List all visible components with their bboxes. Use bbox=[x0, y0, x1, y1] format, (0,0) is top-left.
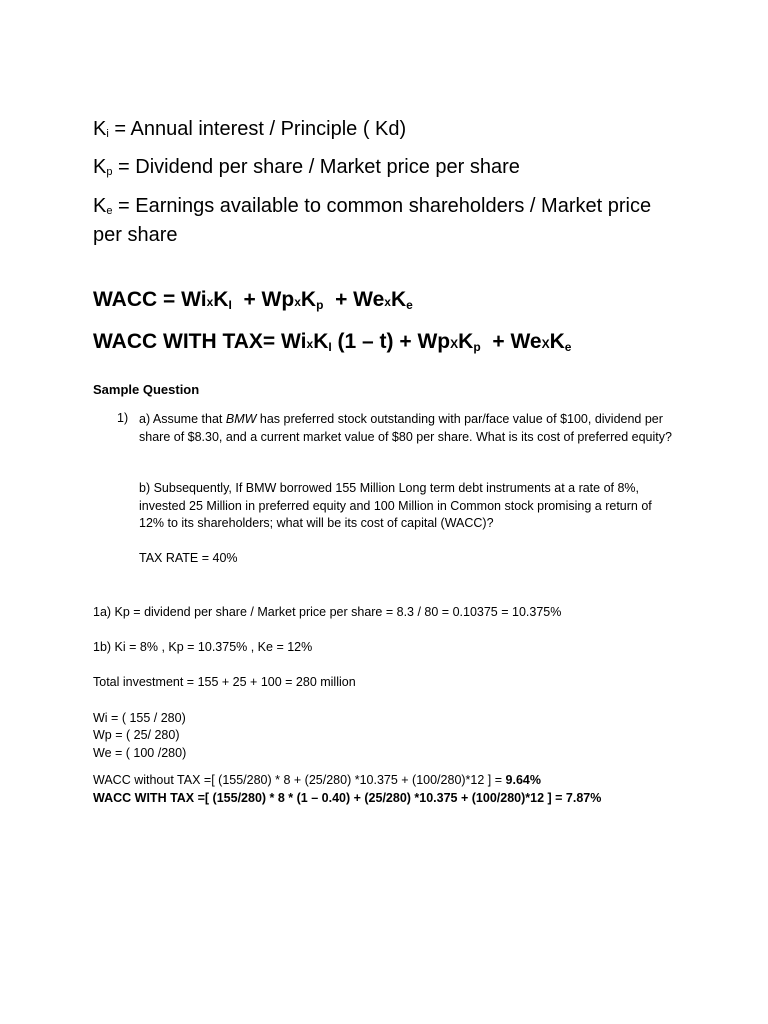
tax-factor: (1 – t) bbox=[331, 330, 394, 353]
weight-we: We = ( 100 /280) bbox=[93, 746, 187, 760]
question-part-a bbox=[139, 411, 679, 446]
ke-subscript: e bbox=[106, 205, 113, 217]
wacc-tax-formula: WACC WITH TAX= WixK$_I$ (1 – t) + WpXK$_p$ + WeXK$_e$ bbox=[93, 330, 572, 354]
wacc-no-tax-expression: WACC without TAX =[ (155/280) * 8 + (25/280) *10.375 + (100/280)*12 ] = bbox=[93, 773, 506, 787]
sample-question-heading: Sample Question bbox=[93, 382, 200, 397]
weight-wp: Wp = ( 25/ 280) bbox=[93, 728, 180, 742]
wacc-no-tax-result: 9.64% bbox=[505, 773, 541, 787]
ki-symbol: K bbox=[93, 118, 107, 140]
wacc-tax-label: WACC WITH TAX= bbox=[93, 330, 282, 353]
ki-text: = Annual interest / Principle ( Kd) bbox=[108, 118, 407, 140]
wacc-with-tax: WACC WITH TAX =[ (155/280) * 8 * (1 – 0.40) + (25/280) *10.375 + (100/280)*12 ] = 7.87% bbox=[93, 791, 602, 805]
total-investment: Total investment = 155 + 25 + 100 = 280 million bbox=[93, 675, 356, 689]
definition-ke bbox=[93, 192, 653, 250]
ki-subscript: i bbox=[106, 128, 109, 140]
part-a-body: has preferred stock outstanding with par/face value of $100, dividend per share of $8.30, and a current market value of $80 per share. What is its cost of preferred equity? bbox=[139, 412, 672, 444]
tax-rate: TAX RATE = 40% bbox=[139, 551, 238, 565]
ke-text: = Earnings available to common shareholders / Market price per share bbox=[93, 195, 652, 246]
definition-ki bbox=[93, 115, 653, 144]
definition-kp bbox=[93, 153, 653, 182]
kp-subscript: p bbox=[106, 166, 113, 178]
company-name: BMW bbox=[225, 412, 257, 426]
kp-symbol: K bbox=[93, 156, 107, 178]
wacc-without-tax bbox=[93, 772, 541, 790]
wacc-formula: WACC = WixK$_I$ + WpxK$_p$ + WexK$_e$ bbox=[93, 288, 413, 312]
wacc-label: WACC = bbox=[93, 288, 182, 311]
question-part-b: b) Subsequently, If BMW borrowed 155 Million Long term debt instruments at a rate of 8%, invested 25 Million in preferred equity and 100 Million in Common stock promising a return of 12% to its shareholders; what will be its cost of capital (WACC)? bbox=[139, 481, 652, 530]
weight-wi: Wi = ( 155 / 280) bbox=[93, 711, 186, 725]
kp-text: = Dividend per share / Market price per share bbox=[112, 156, 520, 178]
answer-1a: 1a) Kp = dividend per share / Market price per share = 8.3 / 80 = 0.10375 = 10.375% bbox=[93, 605, 562, 619]
ke-symbol: K bbox=[93, 195, 107, 217]
answer-1b: 1b) Ki = 8% , Kp = 10.375% , Ke = 12% bbox=[93, 640, 313, 654]
part-a-intro: a) Assume that bbox=[139, 412, 226, 426]
question-number: 1) bbox=[117, 411, 129, 425]
